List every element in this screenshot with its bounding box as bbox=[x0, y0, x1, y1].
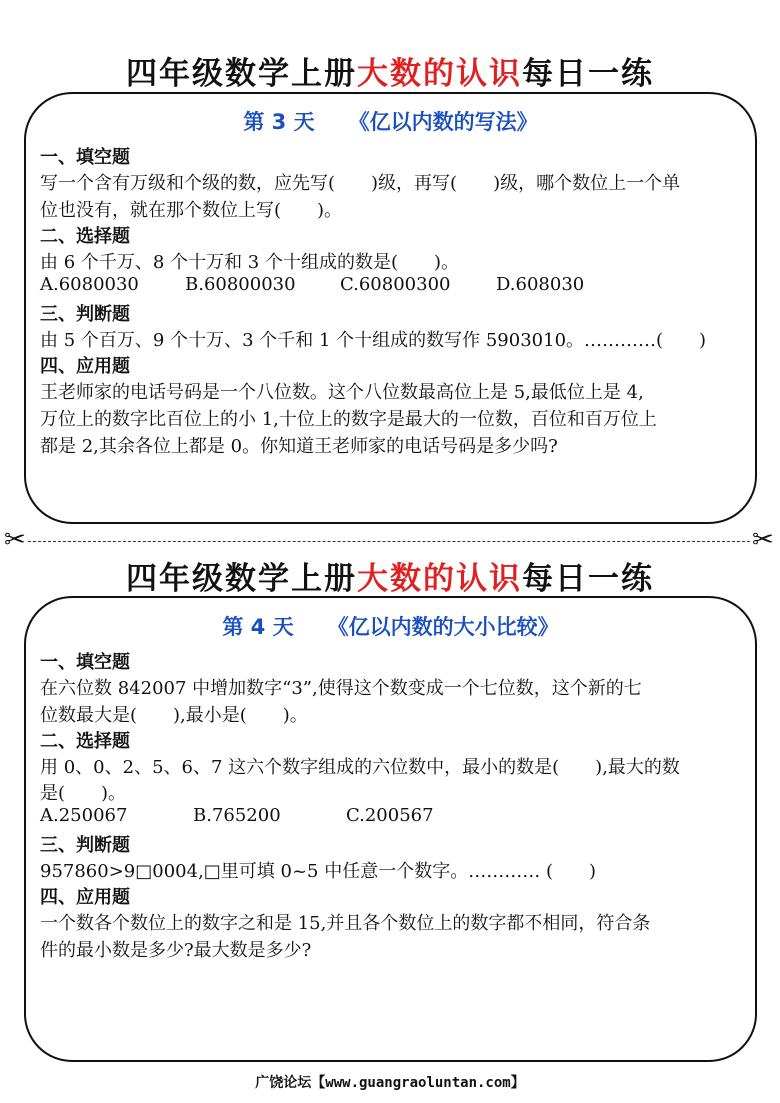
sheet1-day: 第 3 天 bbox=[243, 110, 315, 134]
scissors-icon: ✂ bbox=[4, 525, 26, 555]
cut-line bbox=[28, 541, 750, 542]
sheet2-judge-heading: 三、判断题 bbox=[40, 835, 130, 856]
sheet1-judge-question: 由 5 个百万、9 个十万、3 个千和 1 个十组成的数写作 5903010。…………( ) bbox=[40, 330, 707, 351]
sheet2-apply-heading: 四、应用题 bbox=[40, 887, 130, 908]
sheet2-option-b: B.765200 bbox=[193, 805, 281, 826]
footer-source: 广饶论坛【www.guangraoluntan.com】 bbox=[255, 1075, 525, 1091]
sheet2-title bbox=[0, 553, 780, 598]
sheet2-day-heading bbox=[26, 611, 755, 641]
sheet1-option-d: D.608030 bbox=[496, 274, 585, 295]
sheet2-option-a: A.250067 bbox=[40, 805, 128, 826]
sheet2-fill-line-1: 在六位数 842007 中增加数字“3”,使得这个数变成一个七位数，这个新的七 bbox=[40, 678, 642, 699]
sheet1-fill-heading: 一、填空题 bbox=[40, 147, 130, 168]
sheet1-fill-line-1: 写一个含有万级和个级的数，应先写( )级，再写( )级，哪个数位上一个单 bbox=[40, 173, 681, 194]
sheet1-choice-question: 由 6 个千万、8 个十万和 3 个十组成的数是( )。 bbox=[40, 252, 460, 273]
sheet2-option-c: C.200567 bbox=[346, 805, 434, 826]
sheet2-day: 第 4 天 bbox=[222, 615, 294, 639]
sheet2-card bbox=[24, 596, 757, 1062]
sheet2-title-suffix: 每日一练 bbox=[522, 561, 654, 597]
sheet1-apply-line-1: 王老师家的电话号码是一个八位数。这个八位数最高位上是 5,最低位上是 4, bbox=[40, 382, 644, 403]
sheet1-title bbox=[0, 48, 780, 93]
sheet1-card bbox=[24, 92, 757, 524]
sheet1-option-c: C.60800300 bbox=[340, 274, 451, 295]
sheet1-fill-line-2: 位也没有，就在那个数位上写( )。 bbox=[40, 200, 343, 221]
scissors-icon: ✂ bbox=[752, 525, 774, 555]
sheet2-apply-line-1: 一个数各个数位上的数字之和是 15,并且各个数位上的数字都不相同，符合条 bbox=[40, 913, 651, 934]
sheet2-choice-line-1: 用 0、0、2、5、6、7 这六个数字组成的六位数中，最小的数是( ),最大的数 bbox=[40, 757, 680, 778]
sheet1-title-prefix: 四年级数学上册 bbox=[126, 56, 357, 92]
sheet1-title-highlight: 大数的认识 bbox=[357, 56, 522, 92]
sheet2-title-prefix: 四年级数学上册 bbox=[126, 561, 357, 597]
sheet2-title-highlight: 大数的认识 bbox=[357, 561, 522, 597]
sheet2-fill-line-2: 位数最大是( ),最小是( )。 bbox=[40, 705, 308, 726]
sheet1-choice-heading: 二、选择题 bbox=[40, 226, 130, 247]
sheet2-apply-line-2: 件的最小数是多少?最大数是多少? bbox=[40, 940, 312, 961]
sheet1-option-b: B.60800030 bbox=[185, 274, 296, 295]
sheet1-apply-line-2: 万位上的数字比百位上的小 1,十位上的数字是最大的一位数，百位和百万位上 bbox=[40, 409, 657, 430]
sheet1-judge-heading: 三、判断题 bbox=[40, 304, 130, 325]
sheet2-fill-heading: 一、填空题 bbox=[40, 652, 130, 673]
sheet1-day-heading bbox=[26, 106, 755, 136]
sheet1-apply-heading: 四、应用题 bbox=[40, 356, 130, 377]
sheet2-judge-question: 957860>9□0004,□里可填 0~5 中任意一个数字。………… ( ) bbox=[40, 861, 596, 882]
sheet1-option-a: A.6080030 bbox=[40, 274, 139, 295]
sheet1-apply-line-3: 都是 2,其余各位上都是 0。你知道王老师家的电话号码是多少吗? bbox=[40, 436, 558, 457]
sheet2-choice-heading: 二、选择题 bbox=[40, 731, 130, 752]
sheet2-choice-line-2: 是( )。 bbox=[40, 783, 127, 804]
sheet2-topic: 《亿以内数的大小比较》 bbox=[327, 615, 559, 639]
sheet1-title-suffix: 每日一练 bbox=[522, 56, 654, 92]
sheet1-topic: 《亿以内数的写法》 bbox=[348, 110, 538, 134]
